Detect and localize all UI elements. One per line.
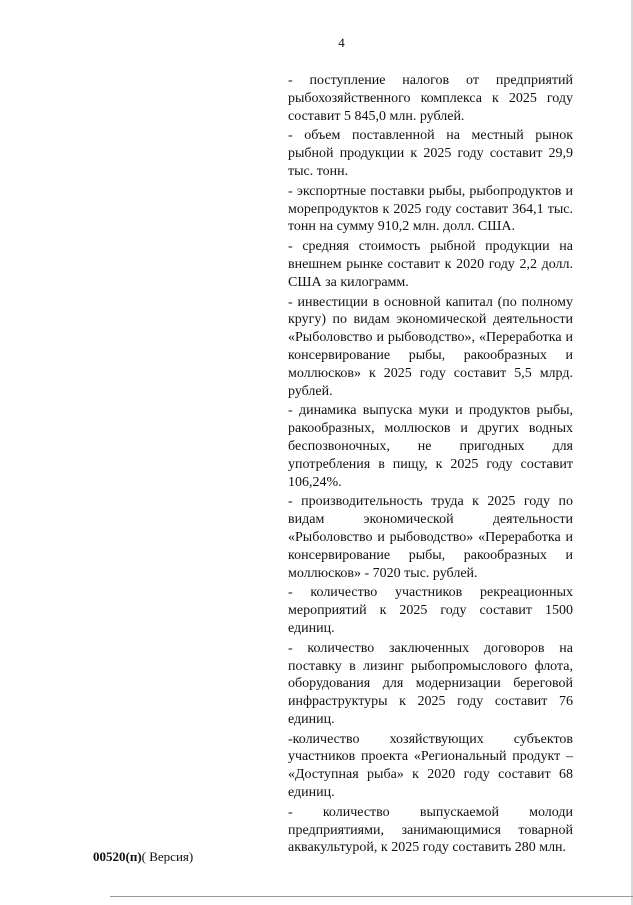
page-number: 4 — [338, 35, 345, 50]
paragraph-flour-output: - динамика выпуска муки и продуктов рыбы, ракообразных, моллюсков и других водных беспозвоночных, не пригодных для употребления в пищу, к 2025 году составит 106,24%. — [288, 403, 573, 490]
paragraph-average-price: - средняя стоимость рыбной продукции на внешнем рынке составит к 2020 году 2,2 долл. США за килограмм. — [288, 239, 573, 290]
paragraph-labor-productivity: - производительность труда к 2025 году по видам экономической деятельности «Рыболовство и рыбоводство» «Переработка и консервирование рыбы, ракообразных и моллюсков» - 7020 тыс. рублей. — [288, 494, 573, 581]
body-text — [288, 72, 573, 859]
document-footer-code — [93, 849, 193, 865]
paragraph-local-market-volume: - объем поставленной на местный рынок рыбной продукции к 2025 году составит 29,9 тыс. тонн. — [288, 128, 573, 179]
paragraph-project-participants: -количество хозяйствующих субъектов участников проекта «Региональный продукт – «Доступная рыба» к 2020 году составит 68 единиц. — [288, 731, 573, 801]
paragraph-investments: - инвестиции в основной капитал (по полному кругу) по видам экономической деятельности «Рыболовство и рыбоводство», «Переработка и консервирование рыбы, ракообразных и моллюсков» к 2025 году составит 5,5 млрд. рублей. — [288, 294, 573, 399]
scan-bottom-line — [110, 896, 633, 897]
footer-code: 00520(п) — [93, 849, 142, 864]
footer-version: ( Версия) — [141, 849, 194, 864]
paragraph-juvenile-fish-output: - количество выпускаемой молоди предприятиями, занимающимися товарной аквакультурой, к 2025 году составить 280 млн. — [288, 804, 573, 856]
paragraph-tax-revenue: - поступление налогов от предприятий рыбохозяйственного комплекса к 2025 году составит 5 845,0 млн. рублей. — [288, 73, 573, 124]
paragraph-leasing-contracts: - количество заключенных договоров на поставку в лизинг рыбопромыслового флота, оборудования для модернизации береговой инфраструктуры к 2025 году составит 76 единиц. — [288, 640, 573, 727]
paragraph-recreation-participants: - количество участников рекреационных мероприятий к 2025 году составит 1500 единиц. — [288, 585, 573, 636]
paragraph-export-supplies: - экспортные поставки рыбы, рыбопродуктов и морепродуктов к 2025 году составит 364,1 тыс. тонн на сумму 910,2 млн. долл. США. — [288, 183, 573, 235]
